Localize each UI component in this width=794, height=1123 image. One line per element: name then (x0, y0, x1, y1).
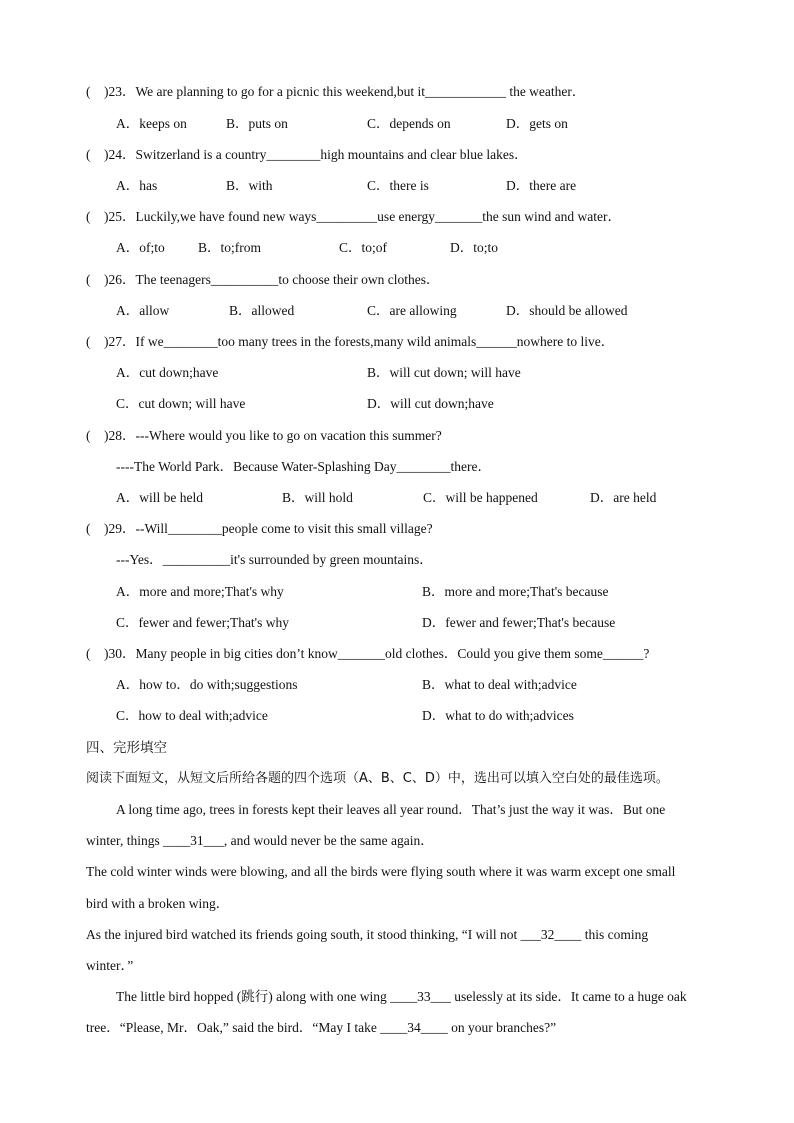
option-b: B．with (226, 178, 273, 193)
option-a: A．how to．do with;suggestions (116, 677, 298, 692)
option-b: B．allowed (229, 303, 295, 318)
question-23: ( )23．We are planning to go for a picnic this weekend,but it____________ the weather． (86, 84, 586, 99)
option-c: C．will be happened (423, 490, 538, 505)
passage-line-5: As the injured bird watched its friends going south, it stood thinking, “I will not ___32____ this coming (86, 927, 649, 942)
option-d: D．fewer and fewer;That's because (422, 615, 616, 630)
option-a: A．has (116, 178, 158, 193)
option-a: A．allow (116, 303, 170, 318)
question-26: ( )26．The teenagers__________to choose their own clothes． (86, 272, 440, 287)
option-d: D．gets on (506, 116, 568, 131)
question-30: ( )30．Many people in big cities don’t know_______old clothes．Could you give them some______? (86, 646, 650, 661)
option-a: A．of;to (116, 240, 165, 255)
question-25: ( )25．Luckily,we have found new ways_________use energy_______the sun wind and water． (86, 209, 622, 224)
passage-line-4: bird with a broken wing． (86, 896, 230, 911)
option-b: B．will cut down; will have (367, 365, 521, 380)
question-27: ( )27．If we________too many trees in the forests,many wild animals______nowhere to live． (86, 334, 615, 349)
passage-line-3: The cold winter winds were blowing, and all the birds were flying south where it was warm except one small (86, 864, 676, 879)
passage-line-2: winter, things ____31___, and would never be the same again． (86, 833, 434, 848)
option-a: A．keeps on (116, 116, 187, 131)
question-29-reply: ---Yes．__________it's surrounded by green mountains． (116, 552, 433, 567)
option-c: C．depends on (367, 116, 451, 131)
option-d: D．what to do with;advices (422, 708, 574, 723)
question-28: ( )28．---Where would you like to go on vacation this summer? (86, 428, 442, 443)
option-a: A．more and more;That's why (116, 584, 284, 599)
option-c: C．to;of (339, 240, 388, 255)
option-c: C．are allowing (367, 303, 457, 318)
option-d: D．are held (590, 490, 657, 505)
option-d: D．should be allowed (506, 303, 628, 318)
option-b: B．puts on (226, 116, 288, 131)
passage-line-7: The little bird hopped (跳行) along with one wing ____33___ uselessly at its side．It came to a huge oak (116, 989, 687, 1004)
option-a: A．cut down;have (116, 365, 219, 380)
option-d: D．will cut down;have (367, 396, 494, 411)
question-24: ( )24．Switzerland is a country________high mountains and clear blue lakes． (86, 147, 528, 162)
passage-line-6: winter．” (86, 958, 134, 973)
section-instructions: 阅读下面短文，从短文后所给各题的四个选项（A、B、C、D）中，选出可以填入空白处的最佳选项。 (86, 771, 669, 786)
question-29: ( )29．--Will________people come to visit this small village? (86, 521, 433, 536)
option-b: B．what to deal with;advice (422, 677, 577, 692)
option-b: B．to;from (198, 240, 261, 255)
option-d: D．there are (506, 178, 577, 193)
passage-line-8: tree．“Please, Mr．Oak,” said the bird．“May I take ____34____ on your branches?” (86, 1020, 557, 1035)
option-c: C．cut down; will have (116, 396, 246, 411)
passage-line-1: A long time ago, trees in forests kept their leaves all year round．That’s just the way it was．But one (116, 802, 666, 817)
option-a: A．will be held (116, 490, 203, 505)
option-b: B．more and more;That's because (422, 584, 609, 599)
option-c: C．how to deal with;advice (116, 708, 268, 723)
option-d: D．to;to (450, 240, 499, 255)
section-heading: 四、完形填空 (86, 740, 167, 756)
question-28-reply: ----The World Park．Because Water-Splashing Day________there． (116, 459, 491, 474)
option-b: B．will hold (282, 490, 353, 505)
option-c: C．there is (367, 178, 429, 193)
option-c: C．fewer and fewer;That's why (116, 615, 289, 630)
